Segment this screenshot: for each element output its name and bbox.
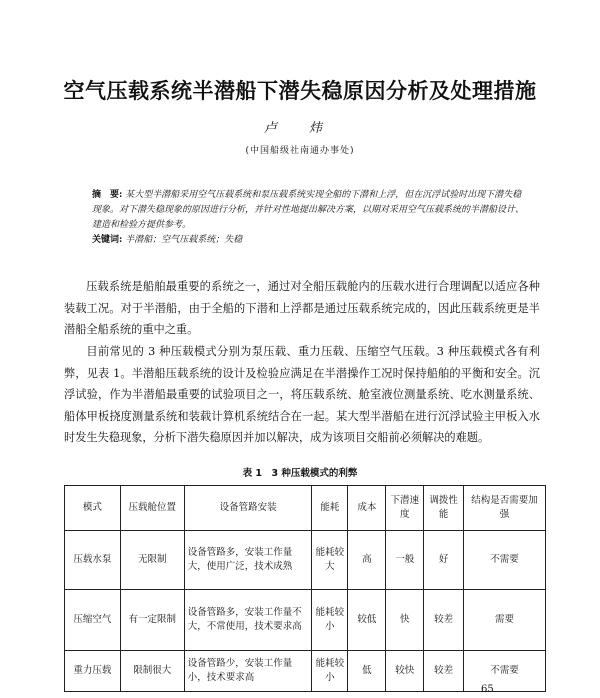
- table-cell: 能耗较小: [312, 651, 348, 692]
- keywords-label: 关键词:: [92, 235, 123, 245]
- table-cell: 较快: [386, 651, 424, 692]
- abstract-label: 摘 要:: [92, 190, 123, 200]
- body-paragraph-1: [64, 276, 540, 341]
- header-cell: 压载舱位置: [120, 486, 184, 531]
- table-cell: 有一定限制: [120, 590, 184, 651]
- header-cell: 设备管路安装: [184, 486, 312, 531]
- author-affiliation: (中国船级社南通办事处): [245, 146, 355, 156]
- table-caption: 表 1 3 种压载模式的利弊: [242, 468, 358, 479]
- table-cell: 能耗较小: [312, 590, 348, 651]
- table-cell: 能耗较大: [312, 531, 348, 590]
- table-header-row: [65, 486, 546, 531]
- table-cell: 低: [348, 651, 386, 692]
- header-cell: 模式: [65, 486, 121, 531]
- table-cell: 一般: [386, 531, 424, 590]
- header-cell: 结构是否需要加强: [464, 486, 546, 531]
- table-row: [65, 590, 546, 651]
- body-paragraph-2-text: 目前常见的 3 种压载模式分别为泵压载、重力压载、压缩空气压载。3 种压载模式各有利弊，见表 1。半潜船压载系统的设计及检验应满足在半潜操作工况时保持船舶的平衡和安全。沉浮试验，作为半潜船最重要的试验项目之一，将压载系统、舱室液位测量系统、吃水测量系统、船体甲板挠度测量系统和装载计算机系统结合在一起。某大型半潜船在进行沉浮试验主甲板入水时发生失稳现象，分析下潜失稳原因并加以解决，成为该项目交船前必须解决的难题。: [64, 345, 540, 444]
- abstract-paragraph: [92, 188, 530, 233]
- table-cell: 无限制: [120, 531, 184, 590]
- table-cell: 较差: [424, 651, 464, 692]
- table-cell: 设备管路多，安装工作量不大，不常使用，技术要求高: [184, 590, 312, 651]
- page-number: 65: [481, 684, 494, 695]
- table-row: [65, 531, 546, 590]
- table-cell: 压缩空气: [65, 590, 121, 651]
- table-cell: 不需要: [464, 651, 546, 692]
- table-cell: 较差: [424, 590, 464, 651]
- table-cell: 好: [424, 531, 464, 590]
- table-cell: 限制很大: [120, 651, 184, 692]
- keywords-line: [92, 233, 530, 248]
- table-cell: 设备管路多，安装工作量大，使用广泛，技术成熟: [184, 531, 312, 590]
- abstract-text: 某大型半潜船采用空气压载系统和泵压载系统实现全船的下潜和上浮，但在沉浮试验时出现下潜失稳现象。对下潜失稳现象的原因进行分析，并针对性地提出解决方案，以期对采用空气压载系统的半潜船设计、建造和检验方提供参考。: [92, 190, 525, 230]
- header-cell: 能耗: [312, 486, 348, 531]
- author-name: 卢 炜: [263, 121, 337, 136]
- table-cell: 重力压载: [65, 651, 121, 692]
- table-row: [65, 651, 546, 692]
- header-cell: 调拨性能: [424, 486, 464, 531]
- table-cell: 高: [348, 531, 386, 590]
- body-paragraph-2: [64, 341, 540, 449]
- header-cell: 下潜速度: [386, 486, 424, 531]
- table-cell: 不需要: [464, 531, 546, 590]
- table-cell: 需要: [464, 590, 546, 651]
- table-cell: 压载水泵: [65, 531, 121, 590]
- table-cell: 设备管路少，安装工作量小，技术要求高: [184, 651, 312, 692]
- paper-title: 空气压载系统半潜船下潜失稳原因分析及处理措施: [63, 79, 537, 103]
- table-cell: 较低: [348, 590, 386, 651]
- body-paragraph-1-text: 压载系统是船舶最重要的系统之一，通过对全船压载舱内的压载水进行合理调配以适应各种装载工况。对于半潜船，由于全船的下潜和上浮都是通过压载系统完成的，因此压载系统更是半潜船全船系统的重中之重。: [64, 280, 540, 336]
- abstract-block: [92, 188, 530, 248]
- header-cell: 成本: [348, 486, 386, 531]
- table-cell: 快: [386, 590, 424, 651]
- keywords-text: 半潜船；空气压载系统；失稳: [125, 235, 243, 245]
- ballast-modes-table: [64, 485, 546, 692]
